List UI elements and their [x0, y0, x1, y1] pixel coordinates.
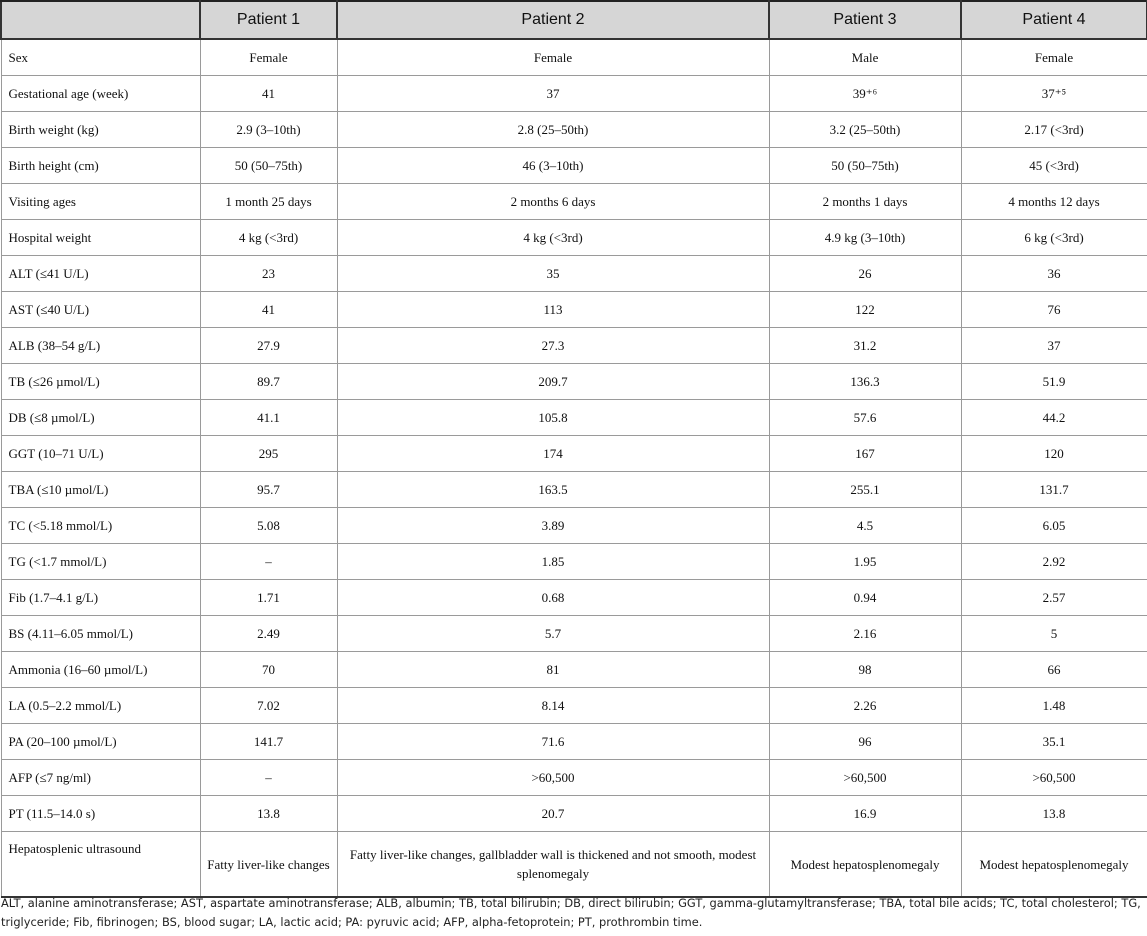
row-label: GGT (10–71 U/L): [1, 436, 200, 472]
row-label: PA (20–100 µmol/L): [1, 724, 200, 760]
cell-patient-1: 295: [200, 436, 337, 472]
table-row: [1, 436, 1147, 472]
row-label: Birth height (cm): [1, 148, 200, 184]
cell-patient-3: 96: [769, 724, 961, 760]
cell-patient-3: 16.9: [769, 796, 961, 832]
table-row: [1, 39, 1147, 76]
cell-patient-2: 3.89: [337, 508, 769, 544]
cell-patient-4: 35.1: [961, 724, 1147, 760]
cell-patient-3: 98: [769, 652, 961, 688]
cell-patient-2: 8.14: [337, 688, 769, 724]
cell-patient-4: 13.8: [961, 796, 1147, 832]
cell-patient-4: 76: [961, 292, 1147, 328]
cell-patient-2: 71.6: [337, 724, 769, 760]
cell-patient-2: Fatty liver-like changes, gallbladder wall is thickened and not smooth, modest splenomegaly: [337, 832, 769, 898]
cell-patient-4: >60,500: [961, 760, 1147, 796]
row-label: Fib (1.7–4.1 g/L): [1, 580, 200, 616]
cell-patient-3: 122: [769, 292, 961, 328]
cell-patient-3: 0.94: [769, 580, 961, 616]
cell-patient-1: 41: [200, 292, 337, 328]
row-label: TB (≤26 µmol/L): [1, 364, 200, 400]
cell-patient-4: 5: [961, 616, 1147, 652]
table-row: [1, 616, 1147, 652]
cell-patient-4: 66: [961, 652, 1147, 688]
cell-patient-1: –: [200, 544, 337, 580]
cell-patient-2: 2.8 (25–50th): [337, 112, 769, 148]
cell-patient-3: 26: [769, 256, 961, 292]
row-label: DB (≤8 µmol/L): [1, 400, 200, 436]
cell-patient-4: 120: [961, 436, 1147, 472]
row-label: Birth weight (kg): [1, 112, 200, 148]
table-footnote: ALT, alanine aminotransferase; AST, aspartate aminotransferase; ALB, albumin; TB, total bilirubin; DB, direct bilirubin; GGT, gamma-glutamyltransferase; TBA, total bile acids; TC, total cholesterol; TG, triglyceride; Fib, fibrinogen; BS, blood sugar; LA, lactic acid; PA: pyruvic acid; AFP, alpha-fetoprotein; PT, prothrombin time.: [1, 896, 1141, 929]
table-row: [1, 472, 1147, 508]
cell-patient-2: 105.8: [337, 400, 769, 436]
cell-patient-1: 1 month 25 days: [200, 184, 337, 220]
table-row: [1, 184, 1147, 220]
table-row: [1, 724, 1147, 760]
cell-patient-3: 167: [769, 436, 961, 472]
header-cell-patient-2: Patient 2: [337, 1, 769, 39]
cell-patient-1: Female: [200, 39, 337, 76]
cell-patient-1: 1.71: [200, 580, 337, 616]
cell-patient-1: 13.8: [200, 796, 337, 832]
cell-patient-2: 209.7: [337, 364, 769, 400]
cell-patient-1: 7.02: [200, 688, 337, 724]
cell-patient-2: 35: [337, 256, 769, 292]
row-label: ALT (≤41 U/L): [1, 256, 200, 292]
cell-patient-3: 50 (50–75th): [769, 148, 961, 184]
cell-patient-1: 4 kg (<3rd): [200, 220, 337, 256]
row-label: Visiting ages: [1, 184, 200, 220]
cell-patient-2: 4 kg (<3rd): [337, 220, 769, 256]
row-label: TG (<1.7 mmol/L): [1, 544, 200, 580]
cell-patient-4: Modest hepatosplenomegaly: [961, 832, 1147, 898]
cell-patient-4: 2.17 (<3rd): [961, 112, 1147, 148]
row-label: BS (4.11–6.05 mmol/L): [1, 616, 200, 652]
row-label: Hospital weight: [1, 220, 200, 256]
cell-patient-3: 39⁺⁶: [769, 76, 961, 112]
cell-patient-1: 23: [200, 256, 337, 292]
table-row: [1, 400, 1147, 436]
cell-patient-4: Female: [961, 39, 1147, 76]
cell-patient-1: 2.49: [200, 616, 337, 652]
row-label: TC (<5.18 mmol/L): [1, 508, 200, 544]
table-row: [1, 220, 1147, 256]
cell-patient-2: 27.3: [337, 328, 769, 364]
cell-patient-3: 4.9 kg (3–10th): [769, 220, 961, 256]
cell-patient-3: 2 months 1 days: [769, 184, 961, 220]
row-label: Hepatosplenic ultrasound: [1, 832, 200, 898]
table-row: [1, 544, 1147, 580]
table-body: [1, 39, 1147, 897]
header-cell-parameter: [1, 1, 200, 39]
cell-patient-3: Male: [769, 39, 961, 76]
cell-patient-2: 5.7: [337, 616, 769, 652]
cell-patient-2: 113: [337, 292, 769, 328]
cell-patient-2: 37: [337, 76, 769, 112]
cell-patient-1: 41.1: [200, 400, 337, 436]
header-cell-patient-3: Patient 3: [769, 1, 961, 39]
table-row: [1, 688, 1147, 724]
cell-patient-1: 89.7: [200, 364, 337, 400]
cell-patient-4: 2.92: [961, 544, 1147, 580]
cell-patient-4: 44.2: [961, 400, 1147, 436]
cell-patient-2: 81: [337, 652, 769, 688]
cell-patient-4: 1.48: [961, 688, 1147, 724]
cell-patient-1: 2.9 (3–10th): [200, 112, 337, 148]
header-cell-patient-4: Patient 4: [961, 1, 1147, 39]
table-row: [1, 652, 1147, 688]
cell-patient-1: 41: [200, 76, 337, 112]
row-label: ALB (38–54 g/L): [1, 328, 200, 364]
cell-patient-2: 1.85: [337, 544, 769, 580]
table-header-row: [1, 1, 1147, 39]
cell-patient-2: 20.7: [337, 796, 769, 832]
cell-patient-1: –: [200, 760, 337, 796]
cell-patient-3: >60,500: [769, 760, 961, 796]
row-label: AST (≤40 U/L): [1, 292, 200, 328]
cell-patient-1: Fatty liver-like changes: [200, 832, 337, 898]
cell-patient-2: Female: [337, 39, 769, 76]
cell-patient-4: 6.05: [961, 508, 1147, 544]
cell-patient-1: 95.7: [200, 472, 337, 508]
cell-patient-2: >60,500: [337, 760, 769, 796]
cell-patient-1: 141.7: [200, 724, 337, 760]
row-label: PT (11.5–14.0 s): [1, 796, 200, 832]
header-cell-patient-1: Patient 1: [200, 1, 337, 39]
cell-patient-2: 163.5: [337, 472, 769, 508]
row-label: TBA (≤10 µmol/L): [1, 472, 200, 508]
cell-patient-3: 4.5: [769, 508, 961, 544]
table-row: [1, 76, 1147, 112]
table-row: [1, 364, 1147, 400]
cell-patient-3: 2.16: [769, 616, 961, 652]
cell-patient-4: 36: [961, 256, 1147, 292]
cell-patient-4: 6 kg (<3rd): [961, 220, 1147, 256]
cell-patient-2: 2 months 6 days: [337, 184, 769, 220]
cell-patient-4: 4 months 12 days: [961, 184, 1147, 220]
cell-patient-1: 27.9: [200, 328, 337, 364]
table-row: [1, 796, 1147, 832]
cell-patient-3: 1.95: [769, 544, 961, 580]
table-row: [1, 580, 1147, 616]
cell-patient-3: 3.2 (25–50th): [769, 112, 961, 148]
cell-patient-4: 2.57: [961, 580, 1147, 616]
table-row: [1, 148, 1147, 184]
cell-patient-3: 2.26: [769, 688, 961, 724]
cell-patient-3: 31.2: [769, 328, 961, 364]
row-label: Sex: [1, 39, 200, 76]
row-label: Gestational age (week): [1, 76, 200, 112]
cell-patient-1: 5.08: [200, 508, 337, 544]
table-row: [1, 112, 1147, 148]
table-row: [1, 256, 1147, 292]
table-row: [1, 508, 1147, 544]
row-label: AFP (≤7 ng/ml): [1, 760, 200, 796]
cell-patient-4: 131.7: [961, 472, 1147, 508]
table-row: [1, 328, 1147, 364]
table-row: [1, 760, 1147, 796]
cell-patient-3: Modest hepatosplenomegaly: [769, 832, 961, 898]
cell-patient-2: 46 (3–10th): [337, 148, 769, 184]
cell-patient-1: 50 (50–75th): [200, 148, 337, 184]
table-row: [1, 292, 1147, 328]
cell-patient-4: 51.9: [961, 364, 1147, 400]
cell-patient-3: 255.1: [769, 472, 961, 508]
cell-patient-3: 57.6: [769, 400, 961, 436]
cell-patient-2: 0.68: [337, 580, 769, 616]
table-row: [1, 832, 1147, 898]
cell-patient-2: 174: [337, 436, 769, 472]
cell-patient-4: 37: [961, 328, 1147, 364]
cell-patient-4: 45 (<3rd): [961, 148, 1147, 184]
cell-patient-1: 70: [200, 652, 337, 688]
cell-patient-4: 37⁺⁵: [961, 76, 1147, 112]
row-label: Ammonia (16–60 µmol/L): [1, 652, 200, 688]
row-label: LA (0.5–2.2 mmol/L): [1, 688, 200, 724]
cell-patient-3: 136.3: [769, 364, 961, 400]
